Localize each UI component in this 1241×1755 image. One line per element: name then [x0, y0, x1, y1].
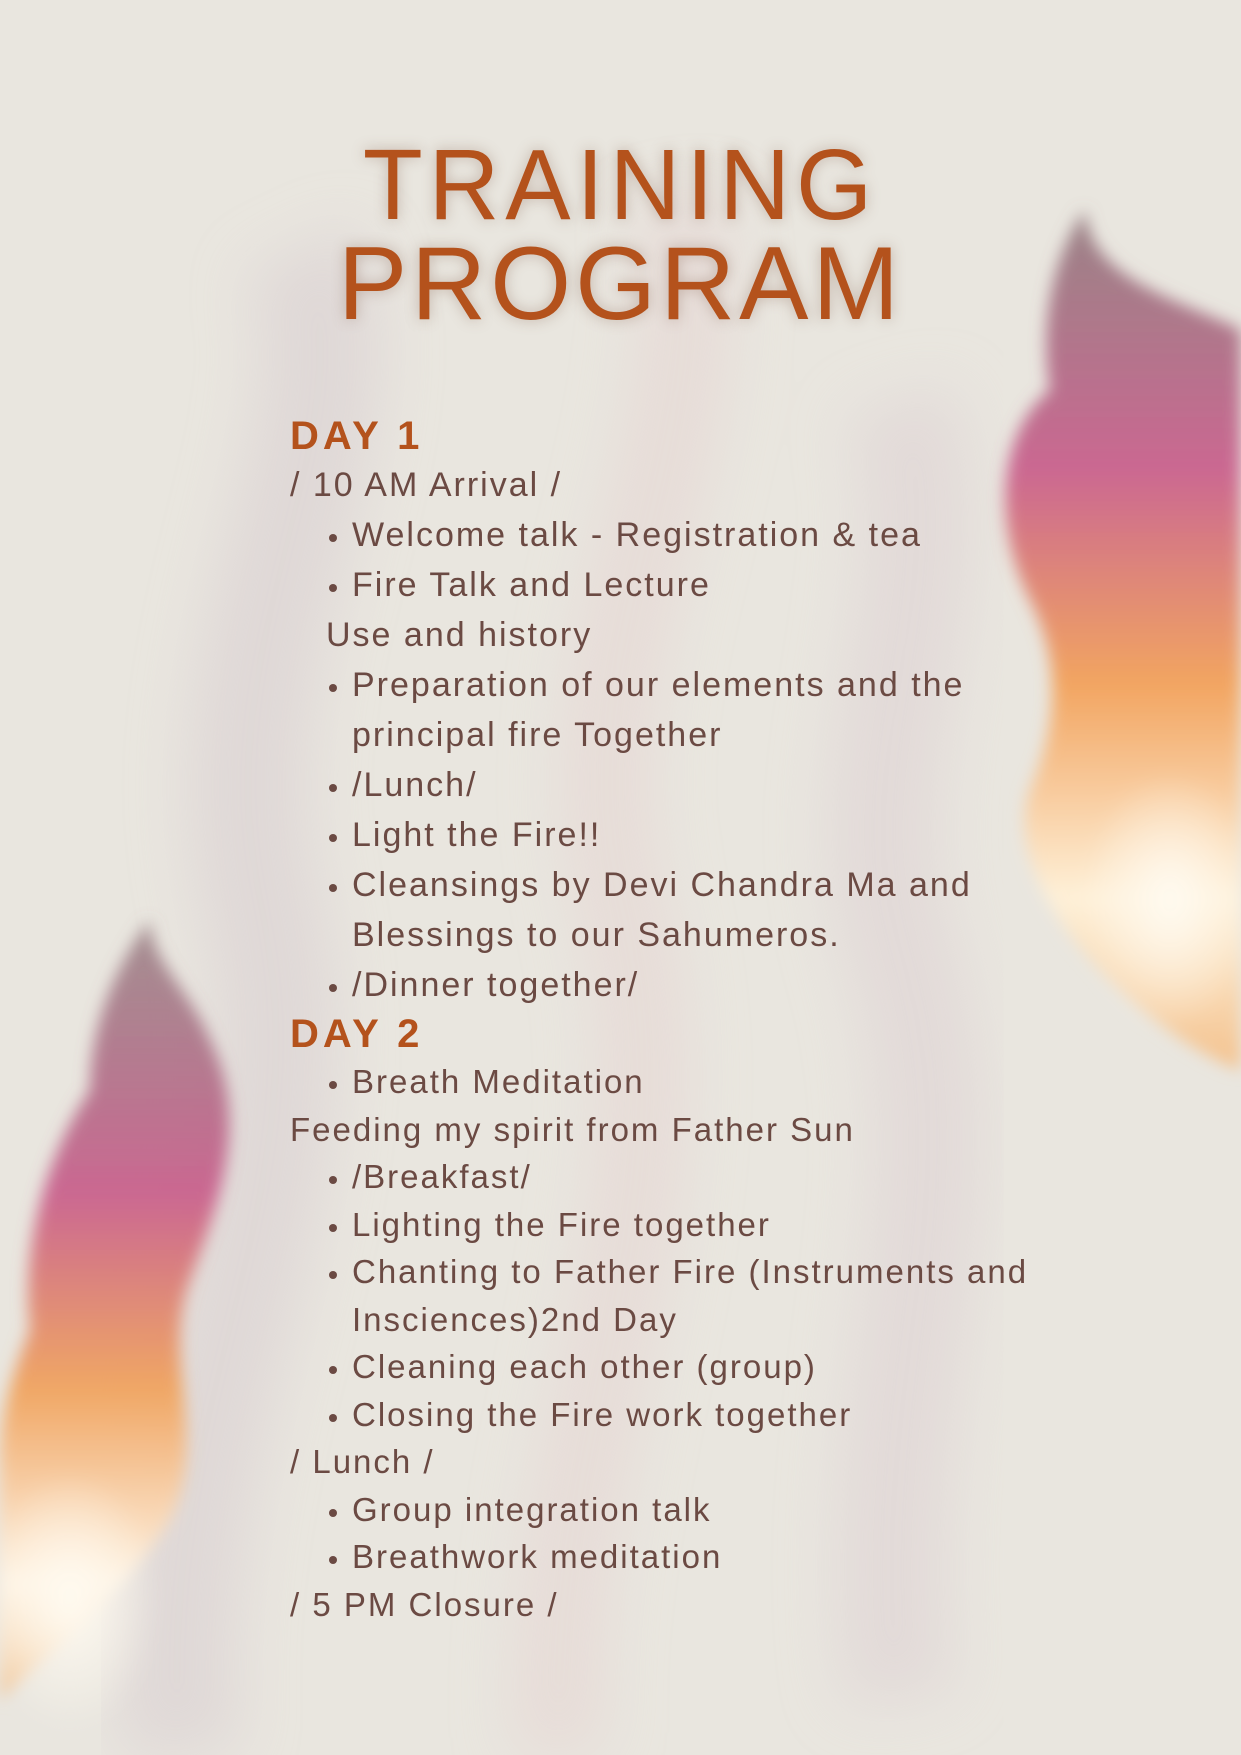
- day1-heading: DAY 1: [290, 414, 424, 458]
- day2-note: Feeding my spirit from Father Sun: [290, 1110, 855, 1148]
- day2-heading: DAY 2: [290, 1012, 424, 1056]
- day2-closure: / 5 PM Closure /: [290, 1585, 559, 1623]
- day1-list-b: [290, 660, 1090, 1010]
- list-item: • Cleaning each other (group): [352, 1343, 1090, 1391]
- list-item: • /Dinner together/: [352, 960, 1090, 1010]
- list-item: • Closing the Fire work together: [352, 1391, 1090, 1439]
- list-item: • /Breakfast/: [352, 1153, 1090, 1201]
- list-item: • Breath Meditation: [352, 1058, 1090, 1106]
- day2-lunch: / Lunch /: [290, 1443, 435, 1480]
- day1-note: Use and history: [326, 616, 593, 654]
- list-item: • Breathwork meditation: [352, 1533, 1090, 1581]
- day2-list-b: [290, 1153, 1090, 1438]
- list-item: • Light the Fire!!: [352, 810, 1090, 860]
- page-title-line2: PROGRAM: [337, 226, 904, 342]
- day1-arrival: / 10 AM Arrival /: [290, 466, 563, 504]
- list-item: • Group integration talk: [352, 1486, 1090, 1534]
- list-item: • Lighting the Fire together: [352, 1201, 1090, 1249]
- list-item: • /Lunch/: [352, 760, 1090, 810]
- list-item: • Welcome talk - Registration & tea: [352, 510, 1090, 560]
- program-content: [290, 412, 1090, 1628]
- day2-list-c: [290, 1486, 1090, 1581]
- list-item: • Cleansings by Devi Chandra Ma and Blessings to our Sahumeros.: [352, 860, 1090, 960]
- list-item: • Fire Talk and Lecture: [352, 560, 1090, 610]
- day2-list-a: [290, 1058, 1090, 1106]
- list-item: • Chanting to Father Fire (Instruments and Insciences)2nd Day: [352, 1248, 1090, 1343]
- day1-list-a: [290, 510, 1090, 610]
- list-item: • Preparation of our elements and the principal fire Together: [352, 660, 1090, 760]
- page-title-line1: TRAINING: [362, 129, 879, 241]
